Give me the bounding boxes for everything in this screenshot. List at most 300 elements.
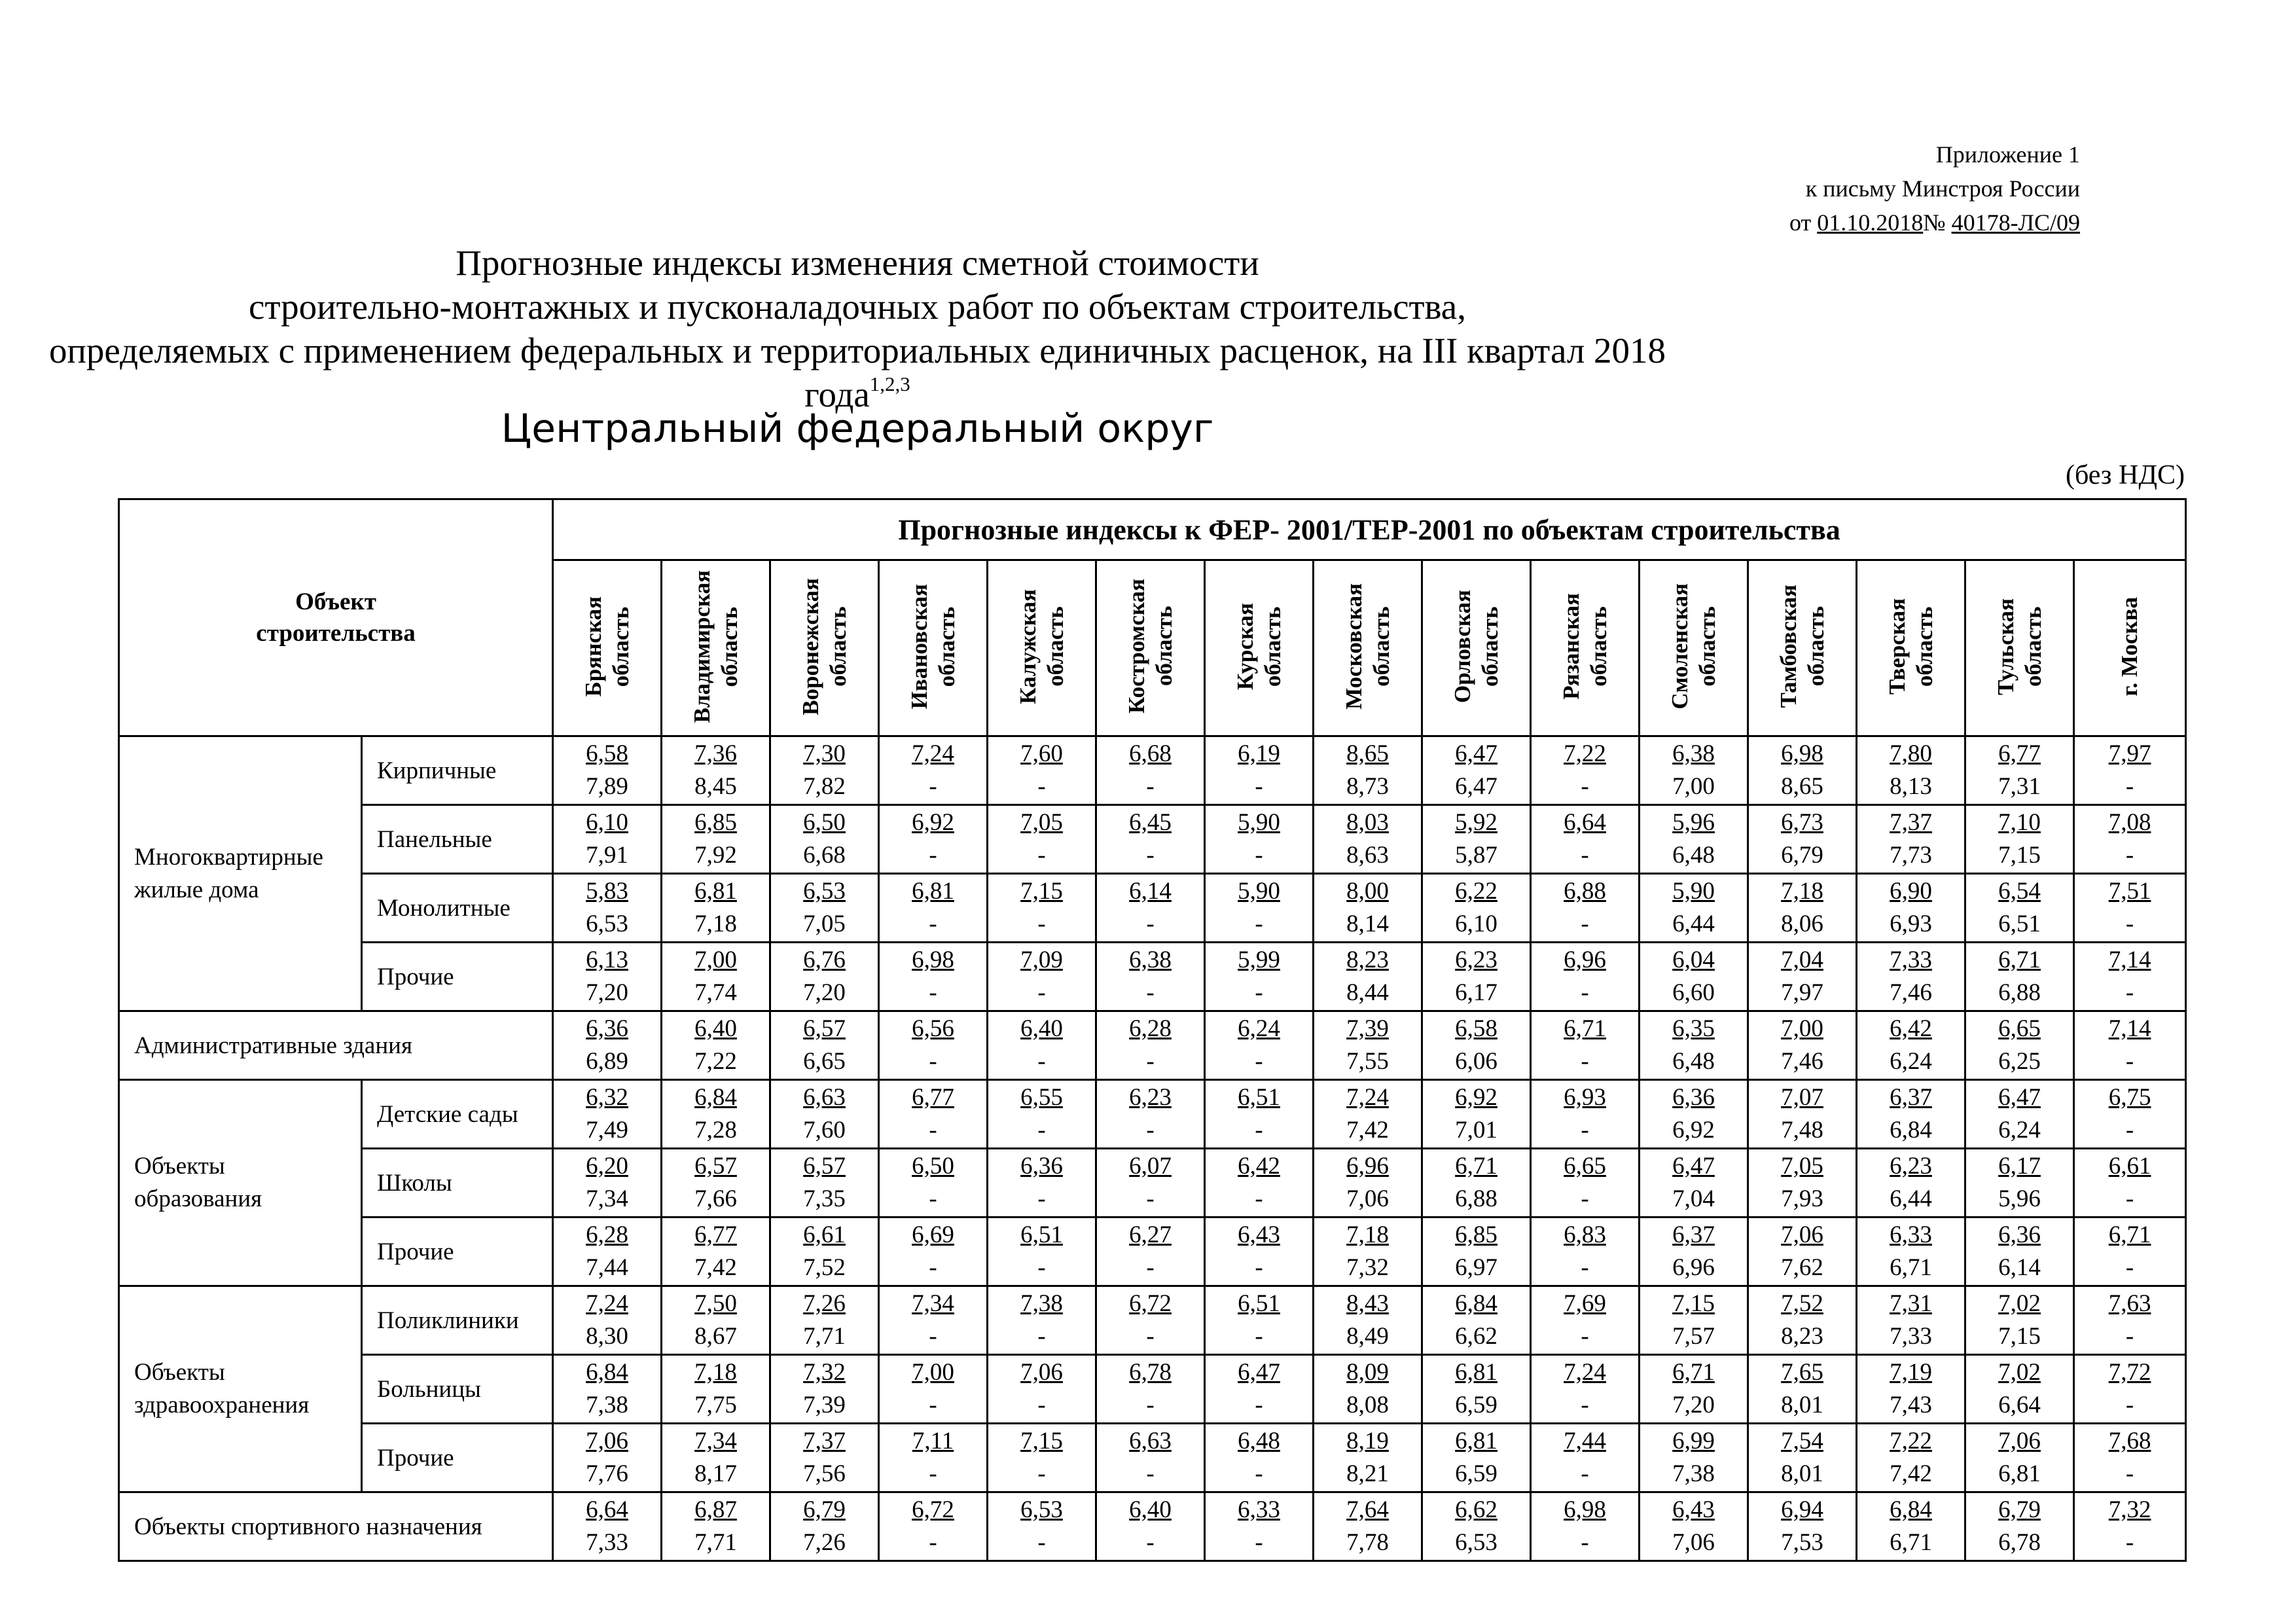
index-fer-value: 6,10 (586, 809, 628, 836)
region-name: Московская область (1340, 583, 1394, 710)
index-cell (879, 1149, 988, 1218)
region-name: Воронежская область (797, 577, 851, 715)
index-cell (1205, 736, 1314, 805)
index-cell (2074, 736, 2186, 805)
index-ter-value: 6,48 (1672, 1048, 1715, 1075)
index-fer-value: 7,34 (694, 1428, 737, 1454)
vat-note: (без НДС) (2065, 460, 2185, 490)
index-ter-value: - (1146, 911, 1155, 937)
index-cell (1965, 736, 2074, 805)
index-cell (662, 1218, 770, 1286)
index-ter-value: - (1581, 1460, 1589, 1487)
index-cell (770, 1492, 879, 1561)
annex-title: Приложение 1 (1935, 141, 2080, 168)
index-cell (770, 1080, 879, 1149)
index-ter-value: 6,71 (1890, 1529, 1932, 1556)
index-fer-value: 6,75 (2108, 1084, 2151, 1111)
index-fer-value: 6,84 (694, 1084, 737, 1111)
index-cell (1857, 1355, 1965, 1424)
index-fer-value: 6,79 (803, 1496, 846, 1523)
region-header (2074, 560, 2186, 736)
index-cell (662, 1424, 770, 1492)
index-ter-value: 6,68 (803, 842, 846, 869)
index-cell (1965, 874, 2074, 943)
index-cell (553, 1218, 662, 1286)
index-fer-value: 5,90 (1238, 878, 1280, 905)
index-ter-value: - (1037, 1254, 1046, 1281)
index-fer-value: 6,23 (1129, 1084, 1172, 1111)
index-cell (1422, 1149, 1531, 1218)
index-ter-value: 7,55 (1346, 1048, 1389, 1075)
index-cell (1422, 1424, 1531, 1492)
index-ter-value: 8,63 (1346, 842, 1389, 869)
index-cell (1965, 1286, 2074, 1355)
index-cell (879, 1218, 988, 1286)
region-name: Смоленская область (1666, 583, 1720, 710)
index-fer-value: 7,51 (2108, 878, 2151, 905)
index-cell (553, 874, 662, 943)
index-ter-value: 8,06 (1781, 911, 1823, 937)
index-ter-value: - (1581, 1254, 1589, 1281)
index-cell (1422, 1080, 1531, 1149)
index-cell (1531, 1011, 1640, 1080)
index-fer-value: 7,24 (1564, 1359, 1606, 1386)
index-ter-value: 8,01 (1781, 1392, 1823, 1418)
index-cell (1857, 1149, 1965, 1218)
index-cell (879, 736, 988, 805)
index-ter-value: - (1037, 1048, 1046, 1075)
index-cell (770, 1355, 879, 1424)
index-fer-value: 6,36 (1998, 1221, 2041, 1248)
object-type-label: Детские сады (362, 1080, 553, 1149)
index-cell (1640, 943, 1748, 1011)
index-ter-value: - (1037, 911, 1046, 937)
index-fer-value: 6,57 (694, 1153, 737, 1180)
index-ter-value: - (929, 911, 937, 937)
index-ter-value: 8,23 (1781, 1323, 1823, 1350)
index-fer-value: 6,27 (1129, 1221, 1172, 1248)
index-cell (1096, 943, 1205, 1011)
index-ter-value: 8,21 (1346, 1460, 1389, 1487)
index-fer-value: 6,22 (1455, 878, 1498, 905)
index-fer-value: 6,24 (1238, 1015, 1280, 1042)
region-name: Орловская область (1449, 589, 1503, 704)
index-cell (2074, 1286, 2186, 1355)
index-ter-value: - (1146, 773, 1155, 800)
index-ter-value: 6,10 (1455, 911, 1498, 937)
index-cell (1748, 1218, 1857, 1286)
index-cell (988, 736, 1096, 805)
region-name: Тамбовская область (1775, 585, 1829, 708)
index-fer-value: 7,37 (803, 1428, 846, 1454)
index-ter-value: 6,47 (1455, 773, 1498, 800)
index-ter-value: 7,78 (1346, 1529, 1389, 1556)
index-cell (1314, 943, 1422, 1011)
index-cell (1857, 1424, 1965, 1492)
index-ter-value: - (929, 1048, 937, 1075)
index-fer-value: 6,23 (1890, 1153, 1932, 1180)
index-ter-value: 7,82 (803, 773, 846, 800)
index-fer-value: 7,24 (586, 1290, 628, 1317)
index-ter-value: 7,42 (1346, 1117, 1389, 1144)
index-cell (1748, 1080, 1857, 1149)
index-ter-value: 7,56 (803, 1460, 846, 1487)
index-fer-value: 6,28 (586, 1221, 628, 1248)
index-cell (553, 736, 662, 805)
index-cell (1531, 943, 1640, 1011)
index-fer-value: 6,04 (1672, 947, 1715, 973)
index-cell (1748, 943, 1857, 1011)
index-fer-value: 7,33 (1890, 947, 1932, 973)
index-ter-value: 7,93 (1781, 1185, 1823, 1212)
index-fer-value: 6,61 (2108, 1153, 2151, 1180)
index-ter-value: - (2125, 1529, 2134, 1556)
index-cell (770, 805, 879, 874)
index-ter-value: 6,64 (1998, 1392, 2041, 1418)
index-cell (770, 736, 879, 805)
index-fer-value: 6,33 (1238, 1496, 1280, 1523)
table-row (119, 1355, 2186, 1424)
index-ter-value: 8,13 (1890, 773, 1932, 800)
index-cell (1205, 874, 1314, 943)
index-ter-value: - (1037, 979, 1046, 1006)
index-cell (1640, 805, 1748, 874)
index-ter-value: 7,76 (586, 1460, 628, 1487)
index-cell (988, 874, 1096, 943)
index-cell (879, 1492, 988, 1561)
table-row (119, 943, 2186, 1011)
index-cell (1096, 1011, 1205, 1080)
index-ter-value: - (1581, 911, 1589, 937)
index-ter-value: 8,14 (1346, 911, 1389, 937)
index-cell (770, 1286, 879, 1355)
index-ter-value: - (1255, 1392, 1263, 1418)
index-fer-value: 7,06 (1020, 1359, 1063, 1386)
index-cell (1422, 943, 1531, 1011)
document-title (0, 241, 1715, 416)
index-fer-value: 6,42 (1890, 1015, 1932, 1042)
index-cell (2074, 1080, 2186, 1149)
index-fer-value: 6,35 (1672, 1015, 1715, 1042)
table-row (119, 805, 2186, 874)
index-ter-value: 7,32 (1346, 1254, 1389, 1281)
region-name: Ивановская область (906, 583, 960, 710)
region-header (662, 560, 770, 736)
index-ter-value: 7,74 (694, 979, 737, 1006)
index-fer-value: 7,69 (1564, 1290, 1606, 1317)
index-fer-value: 8,09 (1346, 1359, 1389, 1386)
annex-number-sign: № (1923, 209, 1946, 236)
index-ter-value: 6,96 (1672, 1254, 1715, 1281)
index-fer-value: 7,32 (803, 1359, 846, 1386)
title-line-1: Прогнозные индексы изменения сметной стоимости (456, 243, 1259, 283)
index-ter-value: - (1255, 911, 1263, 937)
index-fer-value: 6,78 (1129, 1359, 1172, 1386)
index-cell (1422, 805, 1531, 874)
index-ter-value: 8,30 (586, 1323, 628, 1350)
index-ter-value: - (1255, 842, 1263, 869)
index-ter-value: 7,44 (586, 1254, 628, 1281)
index-ter-value: 6,84 (1890, 1117, 1932, 1144)
index-cell (1857, 1080, 1965, 1149)
table-row (119, 1286, 2186, 1355)
index-fer-value: 7,44 (1564, 1428, 1606, 1454)
index-fer-value: 5,90 (1672, 878, 1715, 905)
index-fer-value: 6,88 (1564, 878, 1606, 905)
index-ter-value: - (1581, 979, 1589, 1006)
region-header (1205, 560, 1314, 736)
index-cell (1531, 736, 1640, 805)
index-ter-value: - (1255, 1323, 1263, 1350)
index-ter-value: - (929, 1185, 937, 1212)
index-fer-value: 6,63 (1129, 1428, 1172, 1454)
index-fer-value: 7,60 (1020, 740, 1063, 767)
index-fer-value: 6,81 (1455, 1428, 1498, 1454)
index-fer-value: 6,69 (912, 1221, 954, 1248)
index-fer-value: 5,96 (1672, 809, 1715, 836)
index-fer-value: 6,37 (1890, 1084, 1932, 1111)
index-ter-value: - (2125, 1323, 2134, 1350)
index-cell (1422, 1218, 1531, 1286)
index-cell (770, 1218, 879, 1286)
index-cell (1965, 1355, 2074, 1424)
index-fer-value: 7,09 (1020, 947, 1063, 973)
index-cell (1748, 1286, 1857, 1355)
index-cell (1096, 1218, 1205, 1286)
index-fer-value: 7,06 (586, 1428, 628, 1454)
region-header (1640, 560, 1748, 736)
index-ter-value: - (1146, 1117, 1155, 1144)
table-row (119, 1080, 2186, 1149)
index-ter-value: - (929, 1392, 937, 1418)
index-ter-value: - (929, 1460, 937, 1487)
region-name: Калужская область (1014, 588, 1068, 704)
index-ter-value: - (1037, 1323, 1046, 1350)
index-cell (988, 1492, 1096, 1561)
index-cell (879, 805, 988, 874)
index-ter-value: 7,48 (1781, 1117, 1823, 1144)
index-ter-value: - (1581, 1529, 1589, 1556)
index-fer-value: 6,37 (1672, 1221, 1715, 1248)
index-ter-value: 8,67 (694, 1323, 737, 1350)
index-cell (1314, 805, 1422, 874)
annex-reference (1789, 206, 2080, 240)
index-fer-value: 6,72 (912, 1496, 954, 1523)
index-fer-value: 7,19 (1890, 1359, 1932, 1386)
index-cell (1422, 1011, 1531, 1080)
index-cell (1096, 1355, 1205, 1424)
index-cell (1748, 1424, 1857, 1492)
index-fer-value: 7,15 (1020, 1428, 1063, 1454)
index-ter-value: 6,79 (1781, 842, 1823, 869)
index-fer-value: 6,38 (1129, 947, 1172, 973)
index-cell (662, 1492, 770, 1561)
index-fer-value: 7,11 (912, 1428, 954, 1454)
index-fer-value: 7,15 (1020, 878, 1063, 905)
index-fer-value: 7,18 (1346, 1221, 1389, 1248)
index-fer-value: 7,00 (694, 947, 737, 973)
index-ter-value: 6,44 (1890, 1185, 1932, 1212)
index-fer-value: 7,38 (1020, 1290, 1063, 1317)
index-fer-value: 6,71 (2108, 1221, 2151, 1248)
index-ter-value: 7,34 (586, 1185, 628, 1212)
region-header (1857, 560, 1965, 736)
table-row (119, 1149, 2186, 1218)
index-ter-value: - (1146, 1254, 1155, 1281)
index-ter-value: 7,04 (1672, 1185, 1715, 1212)
district-heading: Центральный федеральный округ (501, 406, 1214, 452)
index-fer-value: 6,40 (694, 1015, 737, 1042)
index-ter-value: 8,17 (694, 1460, 737, 1487)
index-fer-value: 6,73 (1781, 809, 1823, 836)
index-cell (1531, 1218, 1640, 1286)
index-cell (1422, 1286, 1531, 1355)
index-ter-value: 7,46 (1890, 979, 1932, 1006)
index-ter-value: 6,62 (1455, 1323, 1498, 1350)
index-ter-value: - (1146, 979, 1155, 1006)
index-cell (879, 1424, 988, 1492)
index-cell (2074, 874, 2186, 943)
index-ter-value: 6,14 (1998, 1254, 2041, 1281)
index-ter-value: 7,53 (1781, 1529, 1823, 1556)
index-fer-value: 6,47 (1672, 1153, 1715, 1180)
index-cell (1205, 1355, 1314, 1424)
index-fer-value: 6,85 (1455, 1221, 1498, 1248)
index-fer-value: 7,31 (1890, 1290, 1932, 1317)
index-cell (1531, 1286, 1640, 1355)
index-ter-value: 7,52 (803, 1254, 846, 1281)
index-fer-value: 7,10 (1998, 809, 2041, 836)
index-ter-value: 6,51 (1998, 911, 2041, 937)
index-cell (1965, 1149, 2074, 1218)
index-cell (1640, 1492, 1748, 1561)
index-fer-value: 7,00 (912, 1359, 954, 1386)
index-cell (1857, 1011, 1965, 1080)
index-ter-value: 7,42 (1890, 1460, 1932, 1487)
index-ter-value: 7,01 (1455, 1117, 1498, 1144)
index-cell (988, 1149, 1096, 1218)
table-row (119, 1424, 2186, 1492)
index-ter-value: 7,38 (586, 1392, 628, 1418)
index-ter-value: - (1255, 1185, 1263, 1212)
index-cell (1640, 1080, 1748, 1149)
index-fer-value: 8,00 (1346, 878, 1389, 905)
index-fer-value: 8,65 (1346, 740, 1389, 767)
index-ter-value: - (1037, 1529, 1046, 1556)
index-cell (1314, 1492, 1422, 1561)
index-cell (1531, 874, 1640, 943)
index-fer-value: 7,05 (1781, 1153, 1823, 1180)
index-fer-value: 6,58 (586, 740, 628, 767)
index-fer-value: 6,19 (1238, 740, 1280, 767)
index-cell (1531, 1492, 1640, 1561)
index-fer-value: 6,98 (1564, 1496, 1606, 1523)
object-group-label: Объекты здравоохранения (119, 1286, 362, 1492)
index-ter-value: 6,24 (1998, 1117, 2041, 1144)
index-cell (1314, 1218, 1422, 1286)
index-cell (662, 805, 770, 874)
index-ter-value: - (1255, 979, 1263, 1006)
index-fer-value: 7,14 (2108, 947, 2151, 973)
index-ter-value: - (1581, 842, 1589, 869)
index-fer-value: 7,04 (1781, 947, 1823, 973)
index-fer-value: 6,87 (694, 1496, 737, 1523)
index-cell (770, 874, 879, 943)
region-header (770, 560, 879, 736)
index-fer-value: 6,92 (1455, 1084, 1498, 1111)
index-cell (1857, 874, 1965, 943)
object-type-label: Больницы (362, 1355, 553, 1424)
index-cell (1422, 1492, 1531, 1561)
index-fer-value: 6,84 (586, 1359, 628, 1386)
index-fer-value: 6,57 (803, 1153, 846, 1180)
index-fer-value: 6,92 (912, 809, 954, 836)
index-cell (1314, 736, 1422, 805)
index-cell (770, 1149, 879, 1218)
index-cell (1965, 1424, 2074, 1492)
index-fer-value: 7,80 (1890, 740, 1932, 767)
index-ter-value: - (2125, 1185, 2134, 1212)
index-fer-value: 6,71 (1672, 1359, 1715, 1386)
index-fer-value: 6,58 (1455, 1015, 1498, 1042)
object-type-label: Монолитные (362, 874, 553, 943)
index-fer-value: 5,90 (1238, 809, 1280, 836)
index-cell (1205, 1492, 1314, 1561)
index-cell (662, 1011, 770, 1080)
index-fer-value: 7,97 (2108, 740, 2151, 767)
index-fer-value: 7,63 (2108, 1290, 2151, 1317)
index-cell (1748, 1149, 1857, 1218)
index-cell (770, 1011, 879, 1080)
index-cell (1640, 1011, 1748, 1080)
index-ter-value: 8,49 (1346, 1323, 1389, 1350)
index-cell (1748, 805, 1857, 874)
index-fer-value: 6,07 (1129, 1153, 1172, 1180)
index-cell (879, 1286, 988, 1355)
index-fer-value: 6,57 (803, 1015, 846, 1042)
index-fer-value: 6,47 (1238, 1359, 1280, 1386)
index-cell (879, 1355, 988, 1424)
index-ter-value: 6,88 (1455, 1185, 1498, 1212)
index-fer-value: 7,65 (1781, 1359, 1823, 1386)
index-cell (1096, 736, 1205, 805)
index-ter-value: - (929, 1529, 937, 1556)
index-fer-value: 7,34 (912, 1290, 954, 1317)
index-fer-value: 6,98 (912, 947, 954, 973)
index-fer-value: 6,77 (694, 1221, 737, 1248)
object-group-label: Многоквартирные жилые дома (119, 736, 362, 1011)
index-fer-value: 6,65 (1564, 1153, 1606, 1180)
index-cell (553, 1492, 662, 1561)
index-cell (988, 1080, 1096, 1149)
index-ter-value: 7,62 (1781, 1254, 1823, 1281)
index-cell (553, 943, 662, 1011)
index-cell (1205, 943, 1314, 1011)
index-ter-value: 7,15 (1998, 1323, 2041, 1350)
index-cell (1748, 736, 1857, 805)
index-fer-value: 6,45 (1129, 809, 1172, 836)
index-cell (1422, 736, 1531, 805)
index-fer-value: 6,53 (1020, 1496, 1063, 1523)
index-ter-value: - (1581, 1185, 1589, 1212)
index-ter-value: 6,65 (803, 1048, 846, 1075)
index-fer-value: 7,52 (1781, 1290, 1823, 1317)
index-ter-value: 7,91 (586, 842, 628, 869)
index-fer-value: 5,92 (1455, 809, 1498, 836)
index-fer-value: 6,48 (1238, 1428, 1280, 1454)
index-ter-value: - (2125, 842, 2134, 869)
index-cell (662, 736, 770, 805)
